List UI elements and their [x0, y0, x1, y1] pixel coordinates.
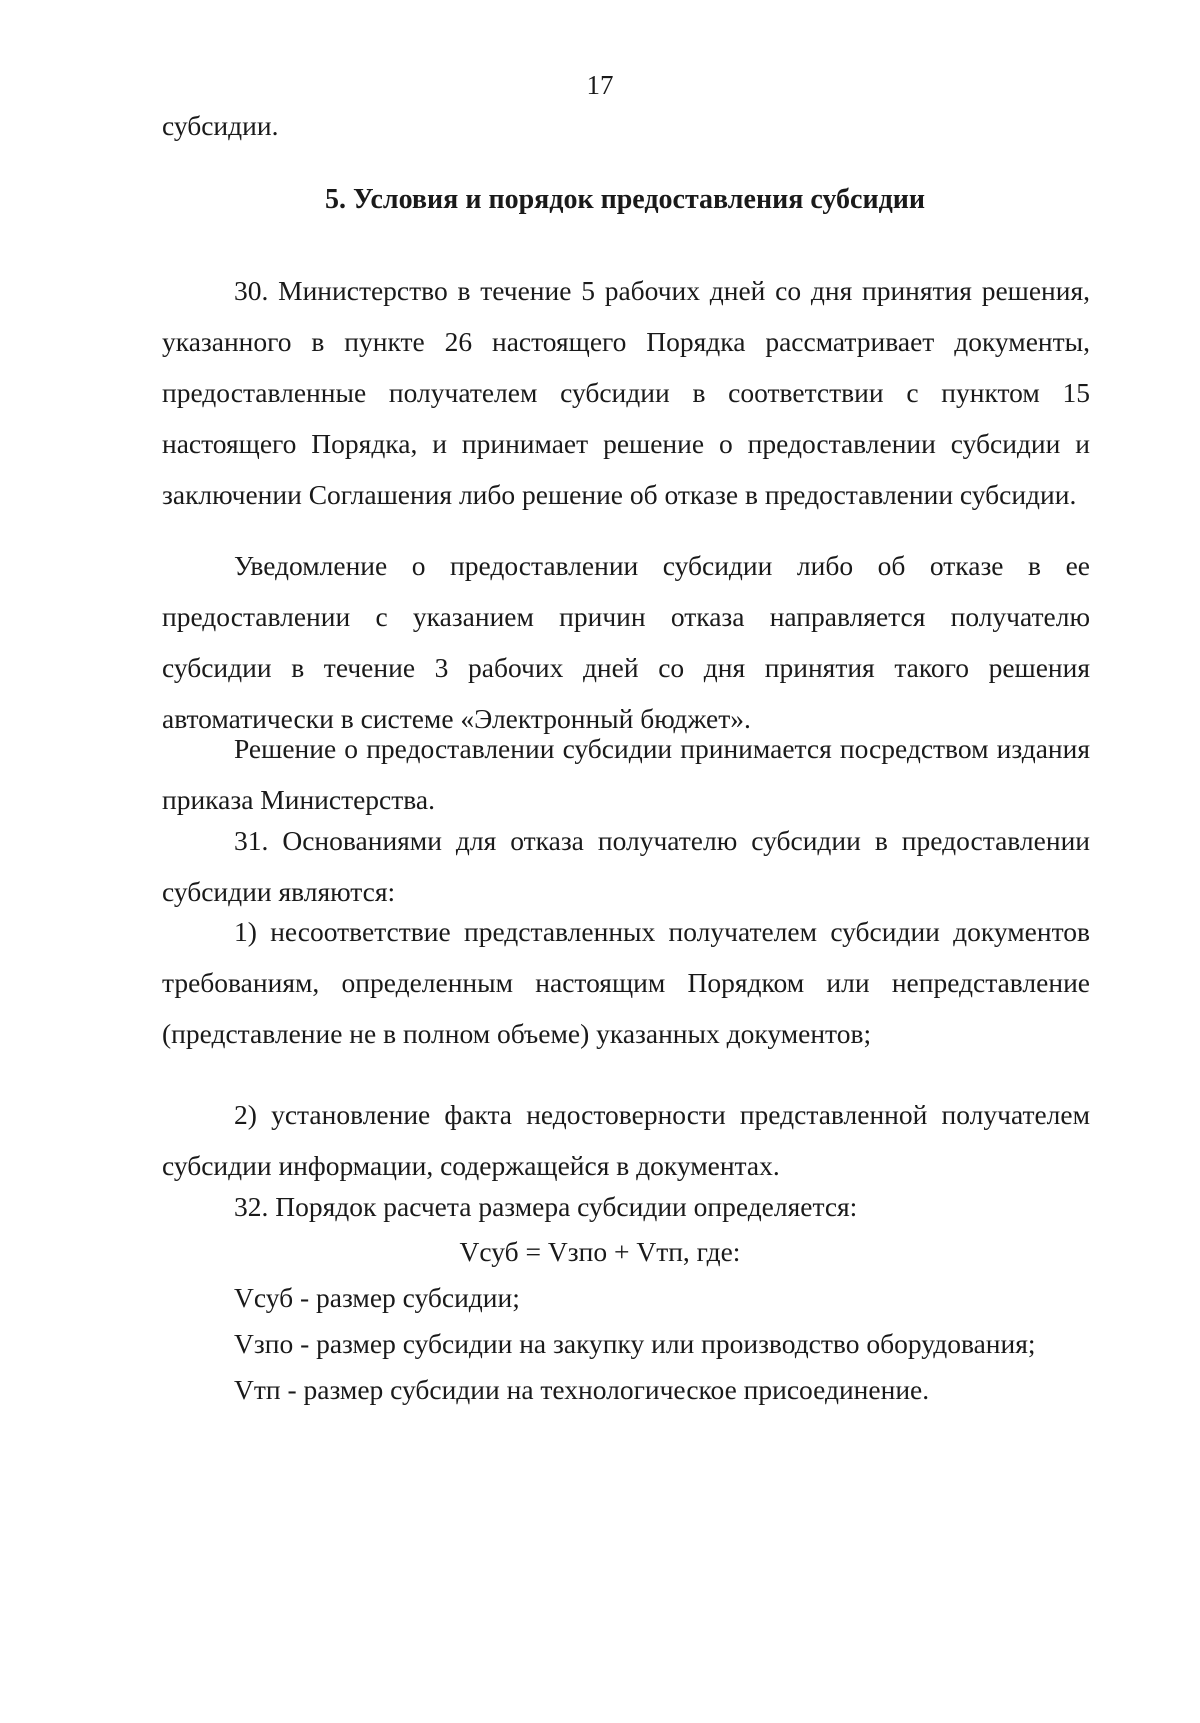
- paragraph-31: 31. Основаниями для отказа получателю субсидии в предоставлении субсидии являются:: [162, 825, 1090, 907]
- definition-vtp: Vтп - размер субсидии на технологическое присоединение.: [234, 1374, 930, 1405]
- paragraph-32: 32. Порядок расчета размера субсидии определяется:: [234, 1191, 858, 1222]
- paragraph-decision: Решение о предоставлении субсидии принимается посредством издания приказа Министерства.: [162, 733, 1090, 815]
- list-item-2: 2) установление факта недостоверности представленной получателем субсидии информации, содержащейся в документах.: [162, 1099, 1090, 1181]
- section-heading: 5. Условия и порядок предоставления субсидии: [324, 184, 926, 215]
- page-number: 17: [586, 70, 614, 100]
- definition-vzpo: Vзпо - размер субсидии на закупку или производство оборудования;: [234, 1328, 1036, 1359]
- lead-fragment: субсидии.: [162, 110, 279, 141]
- list-item-1: 1) несоответствие представленных получателем субсидии документов требованиям, определенным настоящим Порядком или непредставление (представление не в полном объеме) указанных документов;: [162, 916, 1090, 1049]
- paragraph-30: 30. Министерство в течение 5 рабочих дней со дня принятия решения, указанного в пункте 26 настоящего Порядка рассматривает документы, предоставленные получателем субсидии в соответствии с пунктом 15 настоящего Порядка, и принимает решение о предоставлении субсидии и заключении Соглашения либо решение об отказе в предоставлении субсидии.: [162, 275, 1090, 510]
- paragraph-notification: Уведомление о предоставлении субсидии либо об отказе в ее предоставлении с указанием причин отказа направляется получателю субсидии в течение 3 рабочих дней со дня принятия такого решения автоматически в системе «Электронный бюджет».: [162, 550, 1090, 734]
- formula: Vсуб = Vзпо + Vтп, где:: [459, 1236, 741, 1267]
- definition-vsub: Vсуб - размер субсидии;: [234, 1282, 520, 1313]
